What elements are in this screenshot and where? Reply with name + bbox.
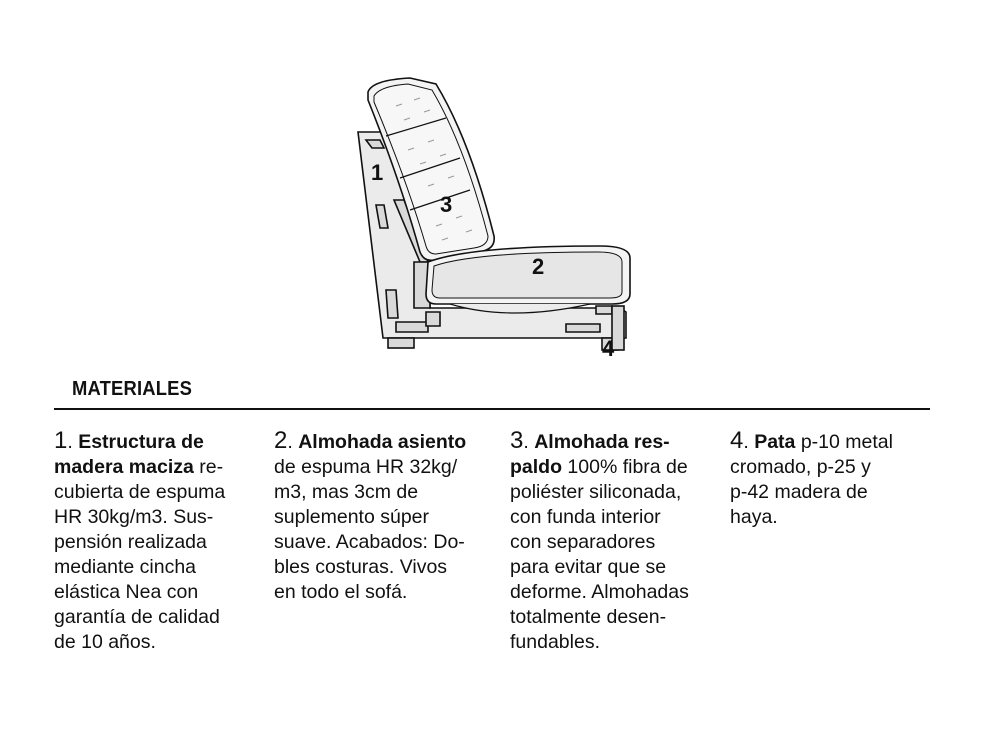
back-leg [388,338,414,348]
item-title: Estructura de madera maciza [54,431,204,478]
material-item-back-cushion: 3. Almohada res- paldo 100% fibra de poliéster siliconada, con funda interior con separadores para evitar que se deforme. Almohadas totalmente desen- fundables. [510,427,689,653]
material-item-leg: 4. Pata p-10 metal cromado, p-25 y p-42 madera de haya. [730,427,893,528]
item-number: 1 [54,427,68,454]
callout-2: 2 [532,254,545,279]
seat-cushion [426,246,630,313]
item-number: 2 [274,427,288,454]
callout-1: 1 [371,160,384,185]
item-description: p-10 metal cromado, p-25 y p-42 madera de haya. [730,431,893,528]
material-item-seat-cushion: 2. Almohada asiento de espuma HR 32kg/ m3, mas 3cm de suplemento súper suave. Acabados: Do- bles costuras. Vivos en todo el sofá. [274,427,467,603]
sofa-cross-section-diagram [0,0,1000,370]
item-description: 100% fibra de poliéster siliconada, con funda interior con separadores para evitar que se deforme. Almohadas totalmente desen- fundables. [510,456,689,653]
item-title: Almohada res- paldo [510,431,670,478]
material-item-structure: 1. Estructura de madera maciza re- cubierta de espuma HR 30kg/m3. Sus- pensión realizada mediante cincha elástica Nea con garantía de calidad de 10 años. [54,427,226,653]
callout-3: 3 [440,192,453,217]
item-description: de espuma HR 32kg/ m3, mas 3cm de suplemento súper suave. Acabados: Do- bles costuras. Vivos en todo el sofá. [274,456,465,603]
item-number: 3 [510,427,524,454]
item-description: re- cubierta de espuma HR 30kg/m3. Sus- pensión realizada mediante cincha elástica Nea con garantía de calidad de 10 años. [54,456,226,653]
item-number: 4 [730,427,744,454]
callout-4: 4 [602,336,615,361]
section-divider [54,408,930,410]
item-title: Pata [754,431,796,453]
section-title: MATERIALES [72,378,193,400]
item-title: Almohada asiento [298,431,467,453]
